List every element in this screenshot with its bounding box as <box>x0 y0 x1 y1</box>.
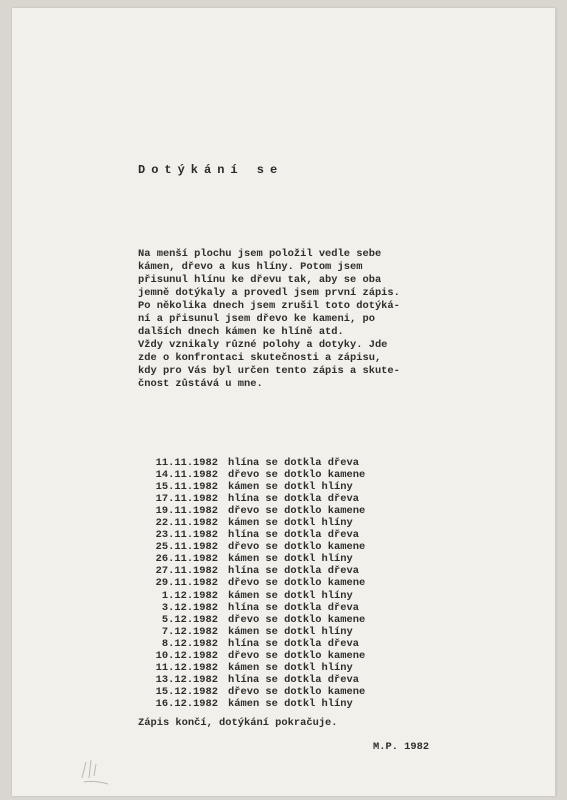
log-entry <box>138 674 365 686</box>
log-date: 11.12.1982 <box>155 661 218 674</box>
log-date: 29.11.1982 <box>155 577 218 590</box>
paragraph-line: jemně dotýkaly a provedl jsem první zápis. <box>138 287 400 299</box>
log-entry <box>138 650 365 662</box>
log-event: kámen se dotkl hlíny <box>228 625 353 638</box>
log-entry <box>138 529 365 541</box>
log-event: hlína se dotkla dřeva <box>228 565 359 578</box>
log-date: 7.12.1982 <box>161 625 218 638</box>
log-event: dřevo se dotklo kamene <box>228 505 366 518</box>
log-event: kámen se dotkl hlíny <box>228 553 353 566</box>
touch-log <box>138 457 365 710</box>
log-entry <box>138 638 365 650</box>
log-date: 15.11.1982 <box>155 481 218 494</box>
paragraph-line: kámen, dřevo a kus hlíny. Potom jsem <box>138 261 363 273</box>
log-entry <box>138 577 365 589</box>
paragraph-line: Na menší plochu jsem položil vedle sebe <box>138 248 382 260</box>
log-entry <box>138 541 365 553</box>
log-event: dřevo se dotklo kamene <box>228 541 366 554</box>
log-event: hlína se dotkla dřeva <box>228 493 359 506</box>
log-date: 14.11.1982 <box>155 469 218 482</box>
paragraph-line: ní a přisunul jsem dřevo ke kameni, po <box>138 313 375 325</box>
log-date: 25.11.1982 <box>155 541 218 554</box>
log-event: kámen se dotkl hlíny <box>228 697 353 710</box>
log-entry <box>138 565 365 577</box>
log-event: dřevo se dotklo kamene <box>228 577 366 590</box>
pencil-mark-icon <box>78 748 118 788</box>
log-date: 10.12.1982 <box>155 649 218 662</box>
log-date: 23.11.1982 <box>155 529 218 542</box>
log-date: 22.11.1982 <box>155 517 218 530</box>
log-event: hlína se dotkla dřeva <box>228 601 359 614</box>
log-date: 27.11.1982 <box>155 565 218 578</box>
log-entry <box>138 469 365 481</box>
signature: M.P. 1982 <box>373 741 430 753</box>
log-event: dřevo se dotklo kamene <box>228 469 366 482</box>
log-entry <box>138 602 365 614</box>
log-date: 1.12.1982 <box>161 589 218 602</box>
log-date: 15.12.1982 <box>155 685 218 698</box>
log-date: 11.11.1982 <box>155 457 218 469</box>
log-entry <box>138 505 365 517</box>
log-event: dřevo se dotklo kamene <box>228 685 366 698</box>
closing-line: Zápis končí, dotýkání pokračuje. <box>138 717 338 729</box>
log-entry <box>138 698 365 710</box>
log-entry <box>138 662 365 674</box>
log-entry <box>138 590 365 602</box>
document-title: Dotýkání se <box>138 163 284 177</box>
log-date: 17.11.1982 <box>155 493 218 506</box>
log-event: dřevo se dotklo kamene <box>228 649 366 662</box>
paragraph-line: Vždy vznikaly různé polohy a dotyky. Jde <box>138 339 388 351</box>
log-date: 3.12.1982 <box>161 601 218 614</box>
log-event: kámen se dotkl hlíny <box>228 589 353 602</box>
log-event: kámen se dotkl hlíny <box>228 517 353 530</box>
log-event: dřevo se dotklo kamene <box>228 613 366 626</box>
log-event: hlína se dotkla dřeva <box>228 637 359 650</box>
log-date: 5.12.1982 <box>161 613 218 626</box>
paragraph-line: kdy pro Vás byl určen tento zápis a skute- <box>138 365 400 377</box>
log-entry <box>138 686 365 698</box>
log-event: hlína se dotkla dřeva <box>228 673 359 686</box>
typewritten-sheet <box>12 8 556 796</box>
paragraph-line: Po několika dnech jsem zrušil toto dotýká- <box>138 300 400 312</box>
log-entry <box>138 481 365 493</box>
log-date: 13.12.1982 <box>155 673 218 686</box>
paragraph-line: čnost zůstává u mne. <box>138 378 263 390</box>
log-entry <box>138 614 365 626</box>
log-date: 19.11.1982 <box>155 505 218 518</box>
log-entry <box>138 553 365 565</box>
log-date: 16.12.1982 <box>155 697 218 710</box>
log-entry <box>138 493 365 505</box>
paragraph-line: přisunul hlínu ke dřevu tak, aby se oba <box>138 274 382 286</box>
log-date: 26.11.1982 <box>155 553 218 566</box>
log-event: hlína se dotkla dřeva <box>228 457 359 469</box>
log-entry <box>138 626 365 638</box>
log-event: hlína se dotkla dřeva <box>228 529 359 542</box>
body-paragraph <box>138 248 438 391</box>
log-entry <box>138 517 365 529</box>
paragraph-line: zde o konfrontaci skutečnosti a zápisu, <box>138 352 382 364</box>
log-entry <box>138 457 365 469</box>
paragraph-line: dalších dnech kámen ke hlíně atd. <box>138 326 344 338</box>
log-event: kámen se dotkl hlíny <box>228 661 353 674</box>
log-event: kámen se dotkl hlíny <box>228 481 353 494</box>
log-date: 8.12.1982 <box>161 637 218 650</box>
